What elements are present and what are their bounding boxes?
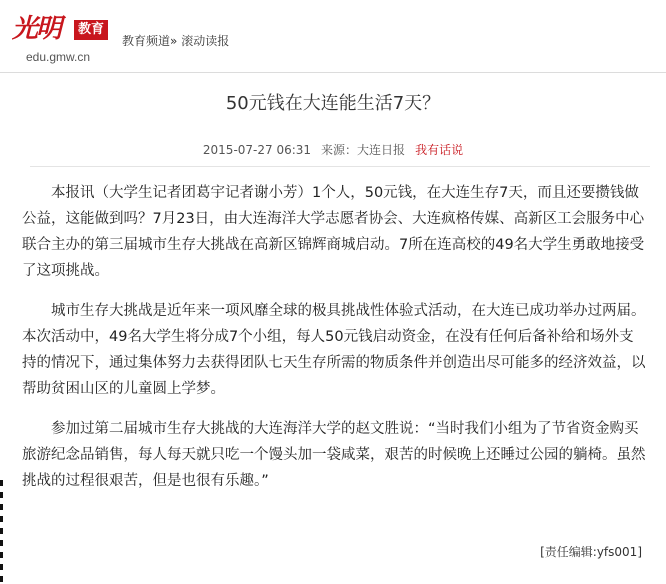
article-paragraph: 参加过第二届城市生存大挑战的大连海洋大学的赵文胜说：“当时我们小组为了节省资金购买旅游纪念品销售，每人每天就只吃一个馒头加一袋咸菜，艰苦的时候晚上还睡过公园的躺椅。虽然挑战的过程很艰苦，但是也很有乐趣。”	[22, 421, 646, 489]
publish-date: 2015-07-27 06:31	[202, 143, 312, 157]
breadcrumb-channel-link[interactable]: 教育频道	[122, 34, 171, 48]
article-paragraph: 城市生存大挑战是近年来一项风靡全球的极具挑战性体验式活动，在大连已成功举办过两届。本次活动中，49名大学生将分成7个小组，每人50元钱启动资金，在没有任何后备补给和场外支持的情况下，通过集体努力去获得团队七天生存所需的物质条件并创造出尽可能多的经济效益，以帮助贫困山区的儿童圆上学梦。	[22, 303, 646, 397]
editor-credit: [责任编辑:yfs001]	[540, 545, 642, 559]
article-paragraph: 本报讯（大学生记者团葛宇记者谢小芳）1个人，50元钱，在大连生存7天，而且还要攒钱做公益，这能做到吗？7月23日，由大连海洋大学志愿者协会、大连疯格传媒、高新区工会服务中心联合主办的第三届城市生存大挑战在高新区锦辉商城启动。7所在连高校的49名大学生勇敢地接受了这项挑战。	[22, 185, 645, 279]
logo-badge: 教育	[74, 20, 108, 40]
article-title: 50元钱在大连能生活7天？	[225, 93, 441, 114]
site-header	[0, 0, 666, 73]
site-logo[interactable]	[12, 14, 112, 66]
article-source: 来源：大连日报	[321, 143, 406, 157]
breadcrumb-section-link[interactable]: 滚动读报	[181, 34, 230, 48]
breadcrumb-separator: »	[170, 34, 178, 48]
title-divider	[30, 166, 650, 167]
article-meta	[0, 142, 666, 158]
left-edge-marker	[0, 480, 3, 584]
breadcrumb	[122, 33, 229, 49]
logo-brand-text: 光明	[12, 14, 61, 44]
comment-link[interactable]: 我有话说	[415, 143, 464, 157]
logo-url: edu.gmw.cn	[26, 50, 91, 64]
article-body	[22, 180, 646, 508]
